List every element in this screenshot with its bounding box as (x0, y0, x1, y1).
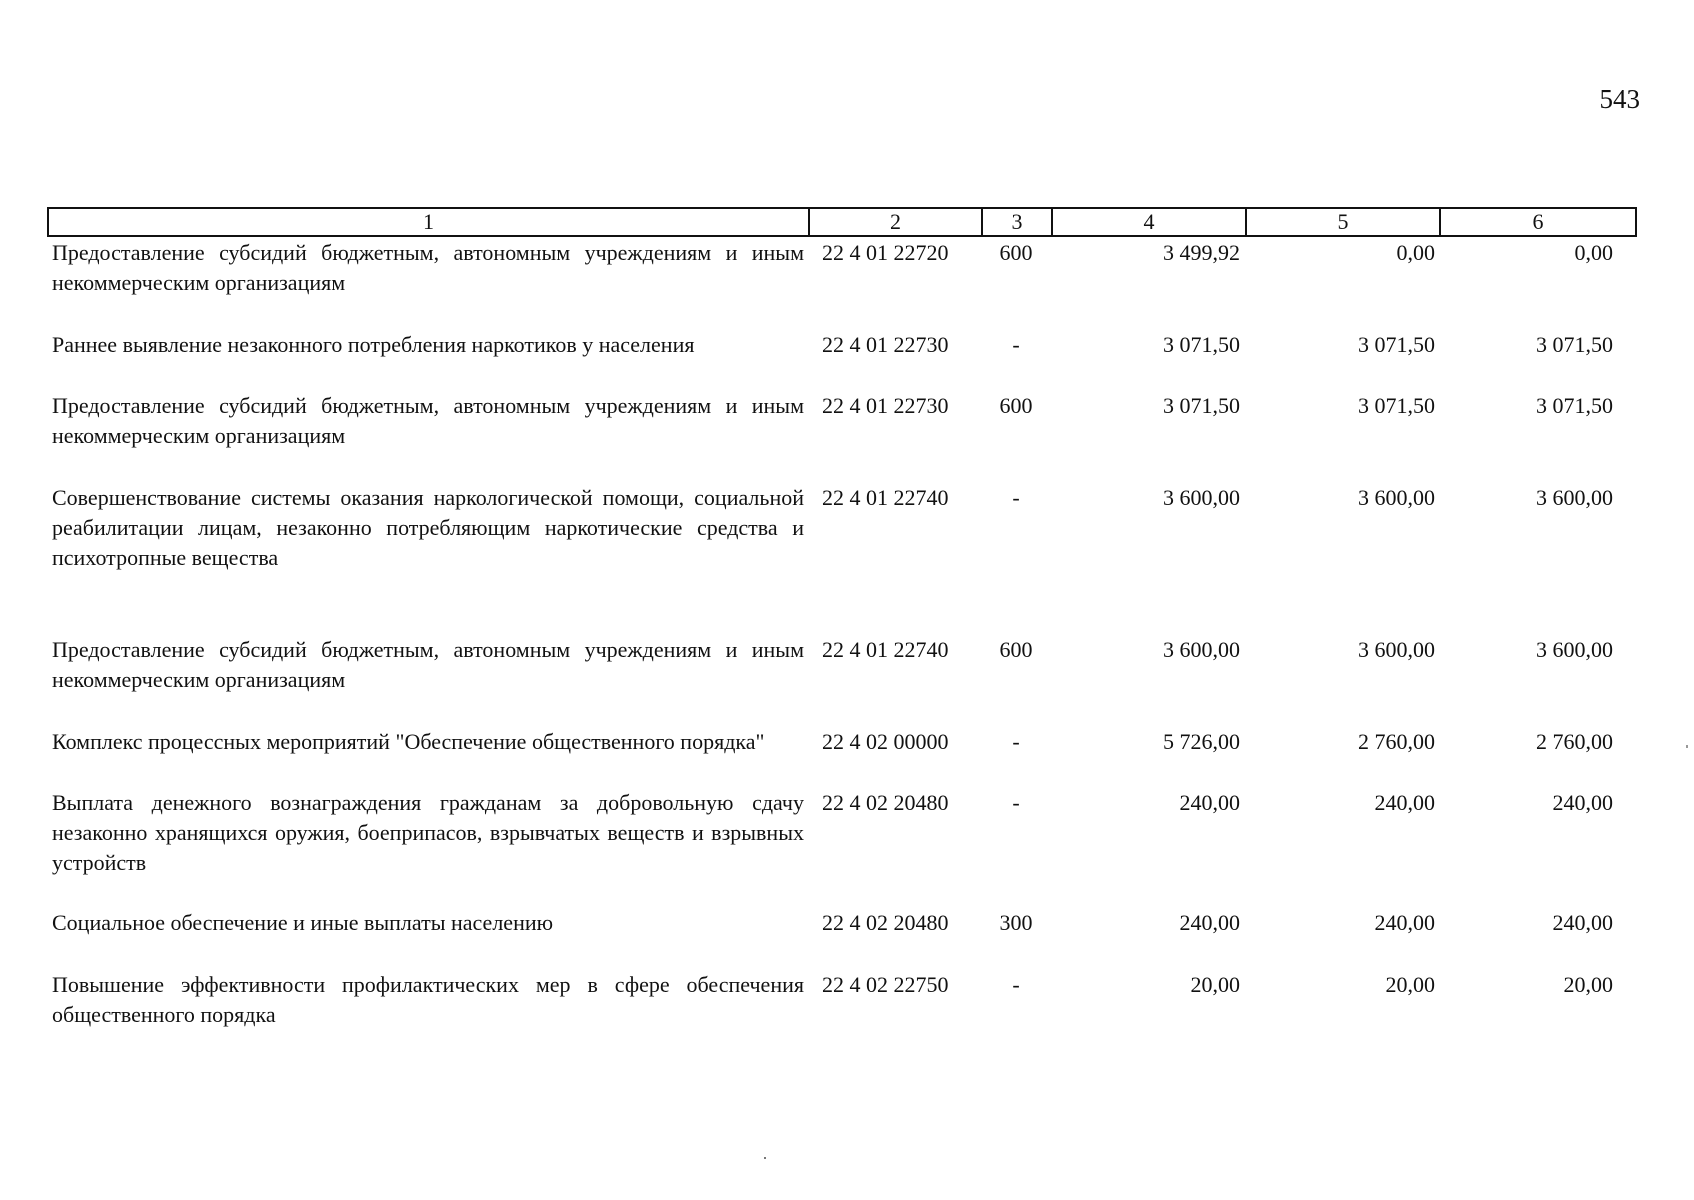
row-value-5: 3 600,00 (1358, 485, 1435, 510)
row-value-4: 3 071,50 (1163, 332, 1240, 357)
scan-speck (1686, 745, 1688, 748)
row-value-5: 240,00 (1374, 910, 1435, 935)
header-cell-3: 3 (981, 207, 1053, 237)
row-name: Раннее выявление незаконного потребления наркотиков у населения (52, 332, 695, 357)
row-type: - (1012, 972, 1020, 997)
row-type: - (1012, 485, 1020, 510)
row-type: - (1012, 729, 1020, 754)
row-code: 22 4 01 22730 (822, 332, 949, 357)
row-value-5: 3 600,00 (1358, 637, 1435, 662)
header-cell-6: 6 (1439, 207, 1637, 237)
row-type: 600 (999, 393, 1033, 418)
row-code: 22 4 01 22740 (822, 485, 949, 510)
header-cell-2: 2 (808, 207, 983, 237)
row-value-4: 3 600,00 (1163, 637, 1240, 662)
row-name: Комплекс процессных мероприятий "Обеспечение общественного порядка" (52, 729, 765, 754)
row-name: Предоставление субсидий бюджетным, автономным учреждениям и иным некоммерческим организациям (52, 637, 804, 692)
row-type: 600 (999, 637, 1033, 662)
row-value-4: 240,00 (1179, 910, 1240, 935)
row-value-4: 3 600,00 (1163, 485, 1240, 510)
row-type: - (1012, 332, 1020, 357)
row-type: 600 (999, 240, 1033, 265)
row-value-4: 3 499,92 (1163, 240, 1240, 265)
page-number: 543 (1599, 84, 1640, 114)
row-type: - (1012, 790, 1020, 815)
row-value-5: 240,00 (1374, 790, 1435, 815)
row-value-6: 3 600,00 (1536, 637, 1613, 662)
row-value-5: 3 071,50 (1358, 332, 1435, 357)
scan-speck (764, 1157, 766, 1159)
row-value-6: 3 071,50 (1536, 332, 1613, 357)
row-value-5: 2 760,00 (1358, 729, 1435, 754)
row-value-6: 240,00 (1552, 910, 1613, 935)
header-cell-4: 4 (1051, 207, 1247, 237)
row-name: Социальное обеспечение и иные выплаты населению (52, 910, 554, 935)
row-value-5: 3 071,50 (1358, 393, 1435, 418)
row-code: 22 4 02 22750 (822, 972, 949, 997)
row-value-6: 240,00 (1552, 790, 1613, 815)
row-code: 22 4 02 20480 (822, 910, 949, 935)
row-code: 22 4 01 22720 (822, 240, 949, 265)
row-value-4: 3 071,50 (1163, 393, 1240, 418)
row-value-4: 20,00 (1190, 972, 1240, 997)
row-value-6: 3 600,00 (1536, 485, 1613, 510)
row-code: 22 4 02 00000 (822, 729, 949, 754)
row-name: Повышение эффективности профилактических мер в сфере обеспечения общественного порядка (52, 972, 804, 1027)
row-value-4: 240,00 (1179, 790, 1240, 815)
row-code: 22 4 01 22740 (822, 637, 949, 662)
row-code: 22 4 02 20480 (822, 790, 949, 815)
row-name: Совершенствование системы оказания наркологической помощи, социальной реабилитации лицам, незаконно потребляющим наркотические средства и психотропные вещества (52, 485, 804, 570)
row-value-4: 5 726,00 (1163, 729, 1240, 754)
row-name: Выплата денежного вознаграждения гражданам за добровольную сдачу незаконно хранящихся оружия, боеприпасов, взрывчатых веществ и взрывных устройств (52, 790, 804, 875)
row-value-5: 0,00 (1396, 240, 1435, 265)
row-name: Предоставление субсидий бюджетным, автономным учреждениям и иным некоммерческим организациям (52, 240, 804, 295)
row-code: 22 4 01 22730 (822, 393, 949, 418)
row-value-6: 2 760,00 (1536, 729, 1613, 754)
header-cell-5: 5 (1245, 207, 1441, 237)
row-value-5: 20,00 (1385, 972, 1435, 997)
row-value-6: 20,00 (1563, 972, 1613, 997)
row-value-6: 3 071,50 (1536, 393, 1613, 418)
header-cell-1: 1 (47, 207, 810, 237)
row-name: Предоставление субсидий бюджетным, автономным учреждениям и иным некоммерческим организациям (52, 393, 804, 448)
row-type: 300 (999, 910, 1033, 935)
row-value-6: 0,00 (1574, 240, 1613, 265)
